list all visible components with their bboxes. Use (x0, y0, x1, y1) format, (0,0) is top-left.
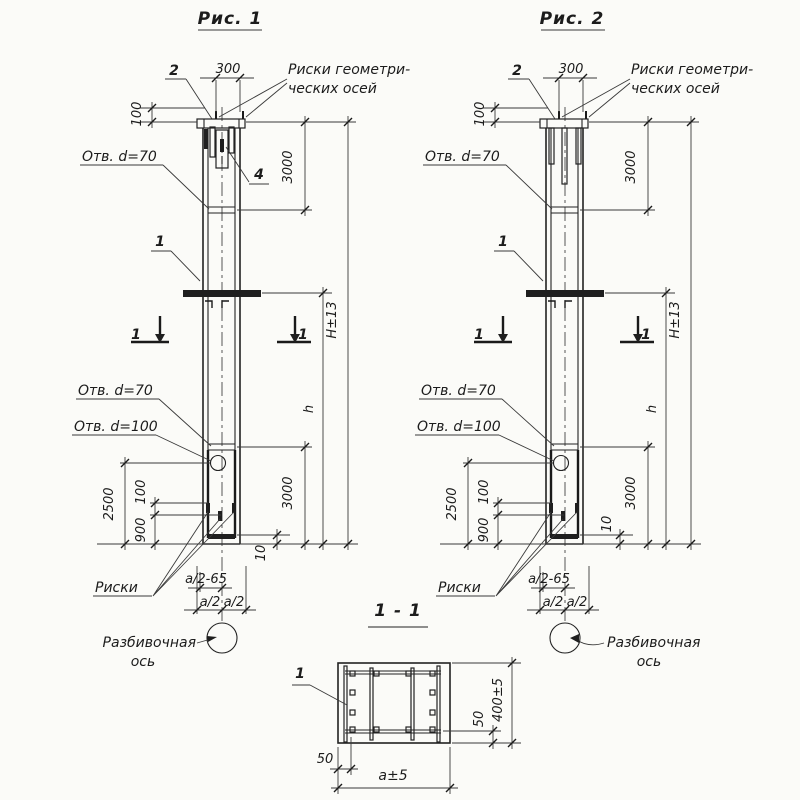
fig1-axis-label-line1: Разбивочная (102, 635, 196, 651)
fig2-callout-2: 2 (512, 63, 522, 79)
fig1-hole-mid-label: Отв. d=70 (78, 383, 153, 399)
fig2-console-flange (526, 290, 604, 297)
fig2-dim-a2-right: a/2 (566, 595, 588, 610)
section-dim-50-right: 50 (472, 710, 487, 728)
fig1-dim-h: h (302, 404, 317, 414)
fig2-dim-900: 900 (477, 517, 492, 543)
fig2-dim-2500: 2500 (445, 487, 460, 521)
fig2-dim-100-top: 100 (473, 101, 488, 127)
fig2-dim-100-bot: 100 (477, 479, 492, 505)
fig2-section-num-right: 1 (641, 327, 651, 343)
fig1-callout-1: 1 (155, 234, 165, 250)
fig1-dim-3000-bot: 3000 (281, 476, 296, 510)
fig1-dim-300: 300 (215, 62, 241, 77)
fig1-marks-label: Риски (95, 580, 138, 596)
fig1-callout-2: 2 (169, 63, 179, 79)
fig2-callout-1: 1 (498, 234, 508, 250)
fig2-marks-label: Риски (438, 580, 481, 596)
fig2-title: Рис. 2 (539, 9, 605, 29)
section-dim-50-bottom: 50 (316, 752, 334, 767)
fig2-dim-a2-65: a/2-65 (528, 572, 570, 587)
fig2-section-num-left: 1 (474, 327, 484, 343)
section-dim-400: 400±5 (491, 678, 506, 722)
fig2-dim-H: H±13 (668, 301, 683, 339)
fig1-dim-100-top: 100 (130, 101, 145, 127)
fig2-dim-300: 300 (558, 62, 584, 77)
fig2-note-axis-line2: ческих осей (631, 81, 720, 97)
fig1-dim-900: 900 (134, 517, 149, 543)
fig1-dim-2500: 2500 (102, 487, 117, 521)
section-title: 1 - 1 (374, 601, 422, 621)
section-dim-a: a±5 (378, 768, 408, 784)
fig2-dim-10: 10 (600, 515, 615, 533)
fig2-dim-h: h (645, 404, 660, 414)
fig2-axis-label-line1: Разбивочная (607, 635, 701, 651)
fig2-dim-3000-bot: 3000 (624, 476, 639, 510)
fig2-hole-d100-label: Отв. d=100 (417, 419, 501, 435)
fig1-note-axis-line1: Риски геометри- (288, 62, 411, 78)
fig1-title: Рис. 1 (197, 9, 263, 29)
fig1-section-num-right: 1 (298, 327, 308, 343)
fig2-dim-3000-top: 3000 (624, 150, 639, 184)
fig2-note-axis-line1: Риски геометри- (631, 62, 754, 78)
fig1-section-num-left: 1 (131, 327, 141, 343)
fig1-dim-100-bot: 100 (134, 479, 149, 505)
fig1-dim-a2-right: a/2 (223, 595, 245, 610)
fig2-hole-top-label: Отв. d=70 (425, 149, 500, 165)
fig1-dim-3000-top: 3000 (281, 150, 296, 184)
section-callout-1: 1 (295, 666, 305, 682)
fig1-console-flange (183, 290, 261, 297)
fig2-dim-a2-left: a/2 (542, 595, 564, 610)
fig1-note-axis-line2: ческих осей (288, 81, 377, 97)
fig1-axis-label-line2: ось (130, 654, 156, 670)
fig1-dim-10: 10 (254, 544, 269, 562)
fig1-callout-4: 4 (254, 167, 264, 183)
fig1-hole-d100-label: Отв. d=100 (74, 419, 158, 435)
fig2-hole-mid-label: Отв. d=70 (421, 383, 496, 399)
fig1-dim-H: H±13 (325, 301, 340, 339)
fig1-hole-top-label: Отв. d=70 (82, 149, 157, 165)
fig2-axis-label-line2: ось (636, 654, 662, 670)
fig1-dim-a2-65: a/2-65 (185, 572, 227, 587)
fig1-dim-a2-left: a/2 (199, 595, 221, 610)
